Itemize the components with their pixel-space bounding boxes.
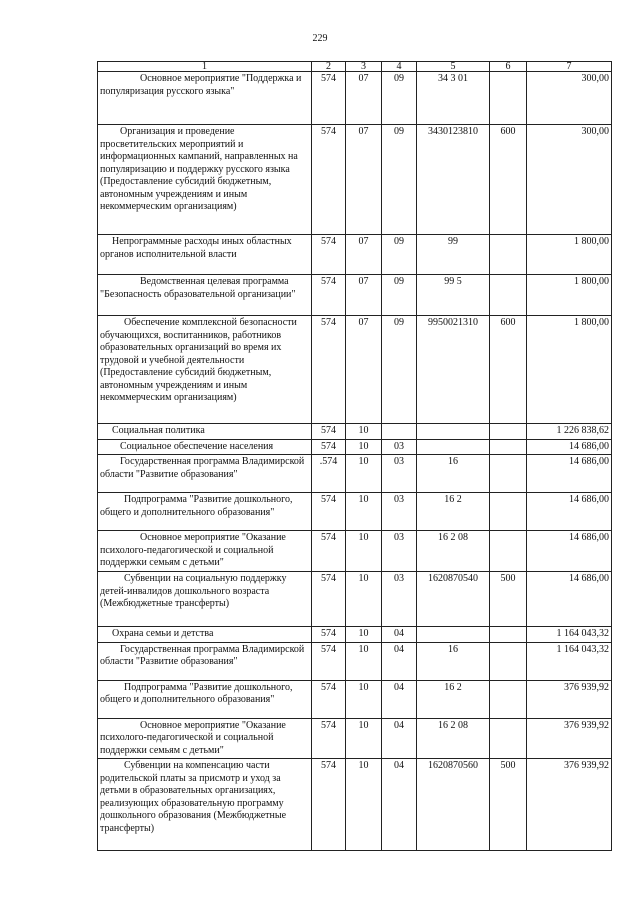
row-code-section: 07 bbox=[346, 235, 382, 275]
row-code-expense bbox=[490, 642, 527, 680]
table-row bbox=[98, 718, 612, 759]
row-amount: 1 226 838,62 bbox=[527, 424, 612, 440]
row-name: Подпрограмма "Развитие дошкольного, общего и дополнительного образования" bbox=[98, 493, 312, 531]
row-code-target bbox=[417, 627, 490, 643]
row-code-section: 07 bbox=[346, 275, 382, 316]
row-code-admin: 574 bbox=[312, 125, 346, 235]
row-code-admin: 574 bbox=[312, 759, 346, 851]
row-code-admin: 574 bbox=[312, 627, 346, 643]
row-code-section: 10 bbox=[346, 439, 382, 455]
row-code-admin: 574 bbox=[312, 235, 346, 275]
column-number: 6 bbox=[490, 62, 527, 72]
row-code-target: 16 bbox=[417, 642, 490, 680]
row-code-section: 07 bbox=[346, 316, 382, 424]
column-number: 1 bbox=[98, 62, 312, 72]
table-row bbox=[98, 424, 612, 440]
column-number: 4 bbox=[382, 62, 417, 72]
row-code-admin: 574 bbox=[312, 680, 346, 718]
row-code-expense bbox=[490, 275, 527, 316]
column-number: 3 bbox=[346, 62, 382, 72]
row-code-subsection: 04 bbox=[382, 627, 417, 643]
row-code-section: 07 bbox=[346, 125, 382, 235]
row-name: Основное мероприятие "Оказание психолого-педагогической и социальной поддержки семьям с детьми" bbox=[98, 531, 312, 572]
row-code-expense: 600 bbox=[490, 316, 527, 424]
row-amount: 1 164 043,32 bbox=[527, 627, 612, 643]
row-code-subsection: 04 bbox=[382, 718, 417, 759]
table-row bbox=[98, 72, 612, 125]
table-row bbox=[98, 125, 612, 235]
row-code-target: 16 2 08 bbox=[417, 718, 490, 759]
row-code-target bbox=[417, 424, 490, 440]
row-code-section: 10 bbox=[346, 680, 382, 718]
table-row bbox=[98, 439, 612, 455]
row-code-subsection: 03 bbox=[382, 572, 417, 627]
column-number: 5 bbox=[417, 62, 490, 72]
row-code-admin: 574 bbox=[312, 642, 346, 680]
row-amount: 1 800,00 bbox=[527, 316, 612, 424]
row-amount: 1 800,00 bbox=[527, 235, 612, 275]
row-name: Подпрограмма "Развитие дошкольного, общего и дополнительного образования" bbox=[98, 680, 312, 718]
row-code-subsection: 03 bbox=[382, 455, 417, 493]
row-code-subsection: 09 bbox=[382, 125, 417, 235]
column-number-row bbox=[98, 62, 612, 72]
row-code-target: 34 3 01 bbox=[417, 72, 490, 125]
row-name: Охрана семьи и детства bbox=[98, 627, 312, 643]
row-code-expense bbox=[490, 493, 527, 531]
row-code-expense bbox=[490, 455, 527, 493]
page-number: 229 bbox=[312, 33, 328, 44]
table-row bbox=[98, 275, 612, 316]
row-amount: 14 686,00 bbox=[527, 455, 612, 493]
row-code-target: 1620870560 bbox=[417, 759, 490, 851]
row-code-subsection: 03 bbox=[382, 493, 417, 531]
row-code-expense bbox=[490, 439, 527, 455]
table-row bbox=[98, 642, 612, 680]
row-code-admin: 574 bbox=[312, 424, 346, 440]
row-code-expense: 600 bbox=[490, 125, 527, 235]
row-name: Субвенции на компенсацию части родительской платы за присмотр и уход за детьми в образовательных организациях, реализующих образовательную программу дошкольного образования (Межбюджетные трансферты) bbox=[98, 759, 312, 851]
table-row bbox=[98, 455, 612, 493]
row-amount: 14 686,00 bbox=[527, 531, 612, 572]
row-code-subsection: 03 bbox=[382, 439, 417, 455]
row-amount: 14 686,00 bbox=[527, 439, 612, 455]
row-amount: 300,00 bbox=[527, 72, 612, 125]
row-code-admin: 574 bbox=[312, 316, 346, 424]
row-name: Субвенции на социальную поддержку детей-инвалидов дошкольного возраста (Межбюджетные трансферты) bbox=[98, 572, 312, 627]
row-name: Социальная политика bbox=[98, 424, 312, 440]
budget-table bbox=[97, 61, 612, 851]
row-name: Ведомственная целевая программа "Безопасность образовательной организации" bbox=[98, 275, 312, 316]
row-code-section: 10 bbox=[346, 718, 382, 759]
row-code-subsection: 09 bbox=[382, 235, 417, 275]
table-row bbox=[98, 680, 612, 718]
row-code-expense bbox=[490, 72, 527, 125]
row-code-section: 10 bbox=[346, 627, 382, 643]
row-amount: 376 939,92 bbox=[527, 680, 612, 718]
column-number: 2 bbox=[312, 62, 346, 72]
row-code-expense: 500 bbox=[490, 759, 527, 851]
row-code-target: 16 2 bbox=[417, 680, 490, 718]
column-number: 7 bbox=[527, 62, 612, 72]
row-code-subsection: 04 bbox=[382, 680, 417, 718]
row-code-target: 99 bbox=[417, 235, 490, 275]
row-code-subsection: 04 bbox=[382, 759, 417, 851]
row-name: Непрограммные расходы иных областных органов исполнительной власти bbox=[98, 235, 312, 275]
row-code-expense: 500 bbox=[490, 572, 527, 627]
row-code-target: 16 bbox=[417, 455, 490, 493]
row-code-admin: 574 bbox=[312, 72, 346, 125]
row-code-expense bbox=[490, 424, 527, 440]
table-row bbox=[98, 235, 612, 275]
row-name: Государственная программа Владимирской области "Развитие образования" bbox=[98, 642, 312, 680]
row-code-target: 3430123810 bbox=[417, 125, 490, 235]
row-code-expense bbox=[490, 680, 527, 718]
table-row bbox=[98, 316, 612, 424]
row-code-section: 10 bbox=[346, 455, 382, 493]
row-name: Обеспечение комплексной безопасности обучающихся, воспитанников, работников образовательных организаций во время их трудовой и учебной деятельности (Предоставление субсидий бюджетным, автономным учреждениям и иным некоммерческим организациям) bbox=[98, 316, 312, 424]
row-code-admin: 574 bbox=[312, 439, 346, 455]
row-code-subsection: 09 bbox=[382, 316, 417, 424]
row-code-admin: .574 bbox=[312, 455, 346, 493]
row-code-section: 10 bbox=[346, 572, 382, 627]
row-code-target: 99 5 bbox=[417, 275, 490, 316]
row-amount: 1 164 043,32 bbox=[527, 642, 612, 680]
row-amount: 1 800,00 bbox=[527, 275, 612, 316]
table-row bbox=[98, 572, 612, 627]
row-name: Организация и проведение просветительских мероприятий и информационных кампаний, направленных на популяризацию и поддержку русского языка (Предоставление субсидий бюджетным, автономным учреждениям и иным некоммерческим организациям) bbox=[98, 125, 312, 235]
row-amount: 14 686,00 bbox=[527, 572, 612, 627]
row-code-expense bbox=[490, 531, 527, 572]
row-code-admin: 574 bbox=[312, 572, 346, 627]
row-code-section: 10 bbox=[346, 493, 382, 531]
row-name: Основное мероприятие "Оказание психолого-педагогической и социальной поддержки семьям с детьми" bbox=[98, 718, 312, 759]
row-code-section: 10 bbox=[346, 531, 382, 572]
table-row bbox=[98, 627, 612, 643]
row-code-target: 16 2 bbox=[417, 493, 490, 531]
row-amount: 376 939,92 bbox=[527, 718, 612, 759]
row-code-section: 07 bbox=[346, 72, 382, 125]
row-code-subsection: 04 bbox=[382, 642, 417, 680]
row-code-subsection: 03 bbox=[382, 531, 417, 572]
row-amount: 300,00 bbox=[527, 125, 612, 235]
row-code-section: 10 bbox=[346, 759, 382, 851]
row-code-admin: 574 bbox=[312, 275, 346, 316]
row-code-expense bbox=[490, 718, 527, 759]
row-code-target: 16 2 08 bbox=[417, 531, 490, 572]
table-row bbox=[98, 493, 612, 531]
row-code-subsection: 09 bbox=[382, 275, 417, 316]
row-code-target: 9950021310 bbox=[417, 316, 490, 424]
row-name: Государственная программа Владимирской области "Развитие образования" bbox=[98, 455, 312, 493]
row-code-admin: 574 bbox=[312, 531, 346, 572]
row-code-subsection: 09 bbox=[382, 72, 417, 125]
row-code-expense bbox=[490, 627, 527, 643]
table-row bbox=[98, 759, 612, 851]
row-code-admin: 574 bbox=[312, 493, 346, 531]
row-amount: 376 939,92 bbox=[527, 759, 612, 851]
table-row bbox=[98, 531, 612, 572]
row-code-target: 1620870540 bbox=[417, 572, 490, 627]
row-name: Социальное обеспечение населения bbox=[98, 439, 312, 455]
row-code-subsection bbox=[382, 424, 417, 440]
row-code-section: 10 bbox=[346, 424, 382, 440]
row-code-expense bbox=[490, 235, 527, 275]
row-amount: 14 686,00 bbox=[527, 493, 612, 531]
row-code-target bbox=[417, 439, 490, 455]
row-name: Основное мероприятие "Поддержка и популяризация русского языка" bbox=[98, 72, 312, 125]
row-code-section: 10 bbox=[346, 642, 382, 680]
row-code-admin: 574 bbox=[312, 718, 346, 759]
